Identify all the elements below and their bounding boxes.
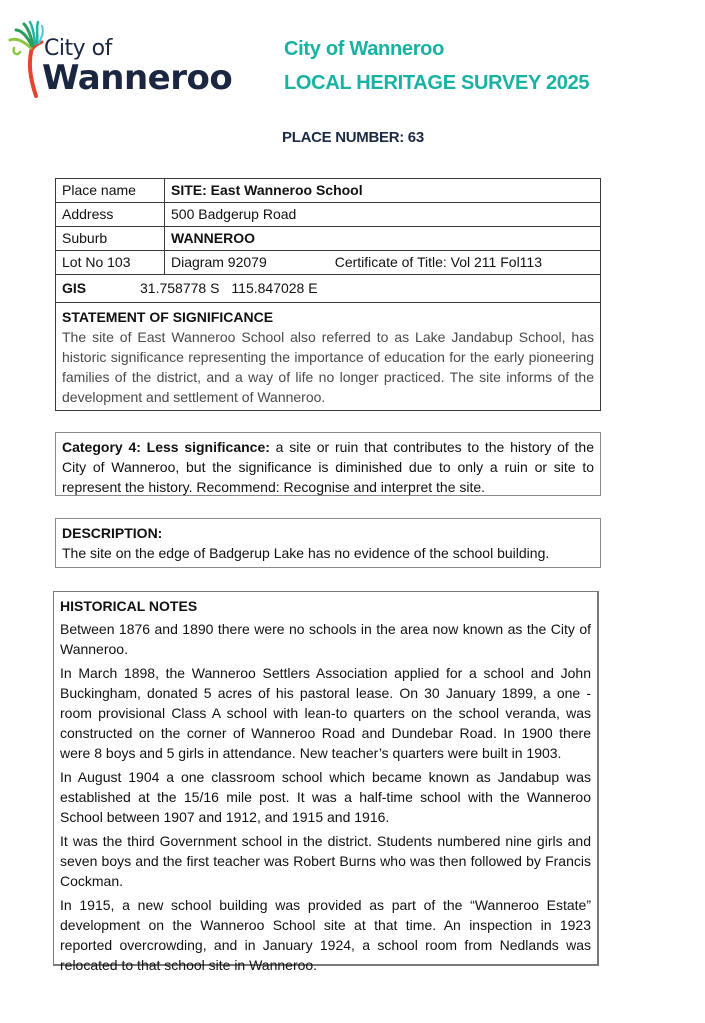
gis-label: GIS bbox=[62, 280, 87, 296]
historical-notes-paragraph: Between 1876 and 1890 there were no schools in the area now known as the City of Wanneroo. bbox=[60, 621, 591, 657]
gis-longitude: 115.847028 E bbox=[231, 280, 318, 296]
suburb-value: WANNEROO bbox=[171, 230, 255, 246]
lot-number: Lot No 103 bbox=[56, 251, 165, 274]
city-of-wanneroo-logo bbox=[8, 18, 233, 98]
logo-city-of-text: City of bbox=[44, 36, 112, 61]
category-label: Category 4: Less significance: bbox=[62, 439, 270, 455]
document-subtitle: LOCAL HERITAGE SURVEY 2025 bbox=[284, 72, 590, 94]
significance-title: STATEMENT OF SIGNIFICANCE bbox=[62, 309, 274, 325]
gis-row bbox=[56, 275, 600, 303]
historical-notes-paragraph: In March 1898, the Wanneroo Settlers Association applied for a school and John Buckingham, donated 5 acres of his pastoral lease. On 30 January 1899, a one - room provisional Class A school with lean-to quarters on the school veranda, was constructed on the corner of Wanneroo Road and Dundebar Road. In 1900 there were 8 boys and 5 girls in attendance. New teacher’s quarters were built in 1903. bbox=[60, 665, 591, 761]
category-paragraph bbox=[62, 437, 594, 497]
address-value: 500 Badgerup Road bbox=[171, 206, 297, 222]
historical-notes-paragraph: In August 1904 a one classroom school which became known as Jandabup was established at the 15/16 mile post. It was a half-time school with the Wanneroo School between 1907 and 1912, and 1915 and 1916. bbox=[60, 769, 591, 825]
document-title: City of Wanneroo bbox=[284, 38, 445, 60]
description-box bbox=[55, 518, 601, 568]
statement-of-significance bbox=[56, 303, 600, 410]
lot-details bbox=[165, 251, 600, 274]
historical-notes-box bbox=[53, 591, 599, 973]
description-text: The site on the edge of Badgerup Lake has no evidence of the school building. bbox=[62, 545, 550, 561]
suburb-label: Suburb bbox=[56, 227, 165, 250]
gis-latitude: 31.758778 S bbox=[140, 280, 220, 296]
diagram-number: Diagram 92079 bbox=[171, 254, 267, 270]
place-number: PLACE NUMBER: 63 bbox=[282, 129, 424, 146]
logo-wanneroo-text: Wanneroo bbox=[42, 58, 233, 98]
address-label: Address bbox=[56, 203, 165, 226]
place-name-label: Place name bbox=[56, 179, 165, 202]
place-details-table bbox=[55, 178, 601, 411]
historical-notes-paragraph: In 1915, a new school building was provided as part of the “Wanneroo Estate” development on the Wanneroo School site at that time. An inspection in 1923 reported overcrowding, and in January 1924, a school room from Nedlands was relocated to that school site in Wanneroo. bbox=[60, 897, 591, 973]
historical-notes-title: HISTORICAL NOTES bbox=[60, 598, 198, 614]
category-text: a site or ruin that contributes to the history of the City of Wanneroo, but the significance is diminished due to only a ruin or site to represent the history. Recommend: Recognise and interpret the site. bbox=[62, 439, 594, 495]
lot-row bbox=[56, 251, 600, 275]
historical-notes-paragraph: It was the third Government school in the district. Students numbered nine girls and seven boys and the first teacher was Robert Burns who was then followed by Francis Cockman. bbox=[60, 833, 591, 889]
description-title: DESCRIPTION: bbox=[62, 525, 163, 541]
certificate-of-title: Certificate of Title: Vol 211 Fol113 bbox=[334, 254, 542, 270]
place-name-row bbox=[56, 179, 600, 203]
gis-cell bbox=[56, 275, 330, 302]
significance-text: The site of East Wanneroo School also referred to as Lake Jandabup School, has historic significance representing the importance of education for the early pioneering families of the district, and a way of life no longer practiced. The site informs of the development and settlement of Wanneroo. bbox=[62, 329, 594, 405]
address-row bbox=[56, 203, 600, 227]
category-box bbox=[55, 432, 601, 496]
suburb-row bbox=[56, 227, 600, 251]
place-name-value: SITE: East Wanneroo School bbox=[171, 182, 363, 198]
